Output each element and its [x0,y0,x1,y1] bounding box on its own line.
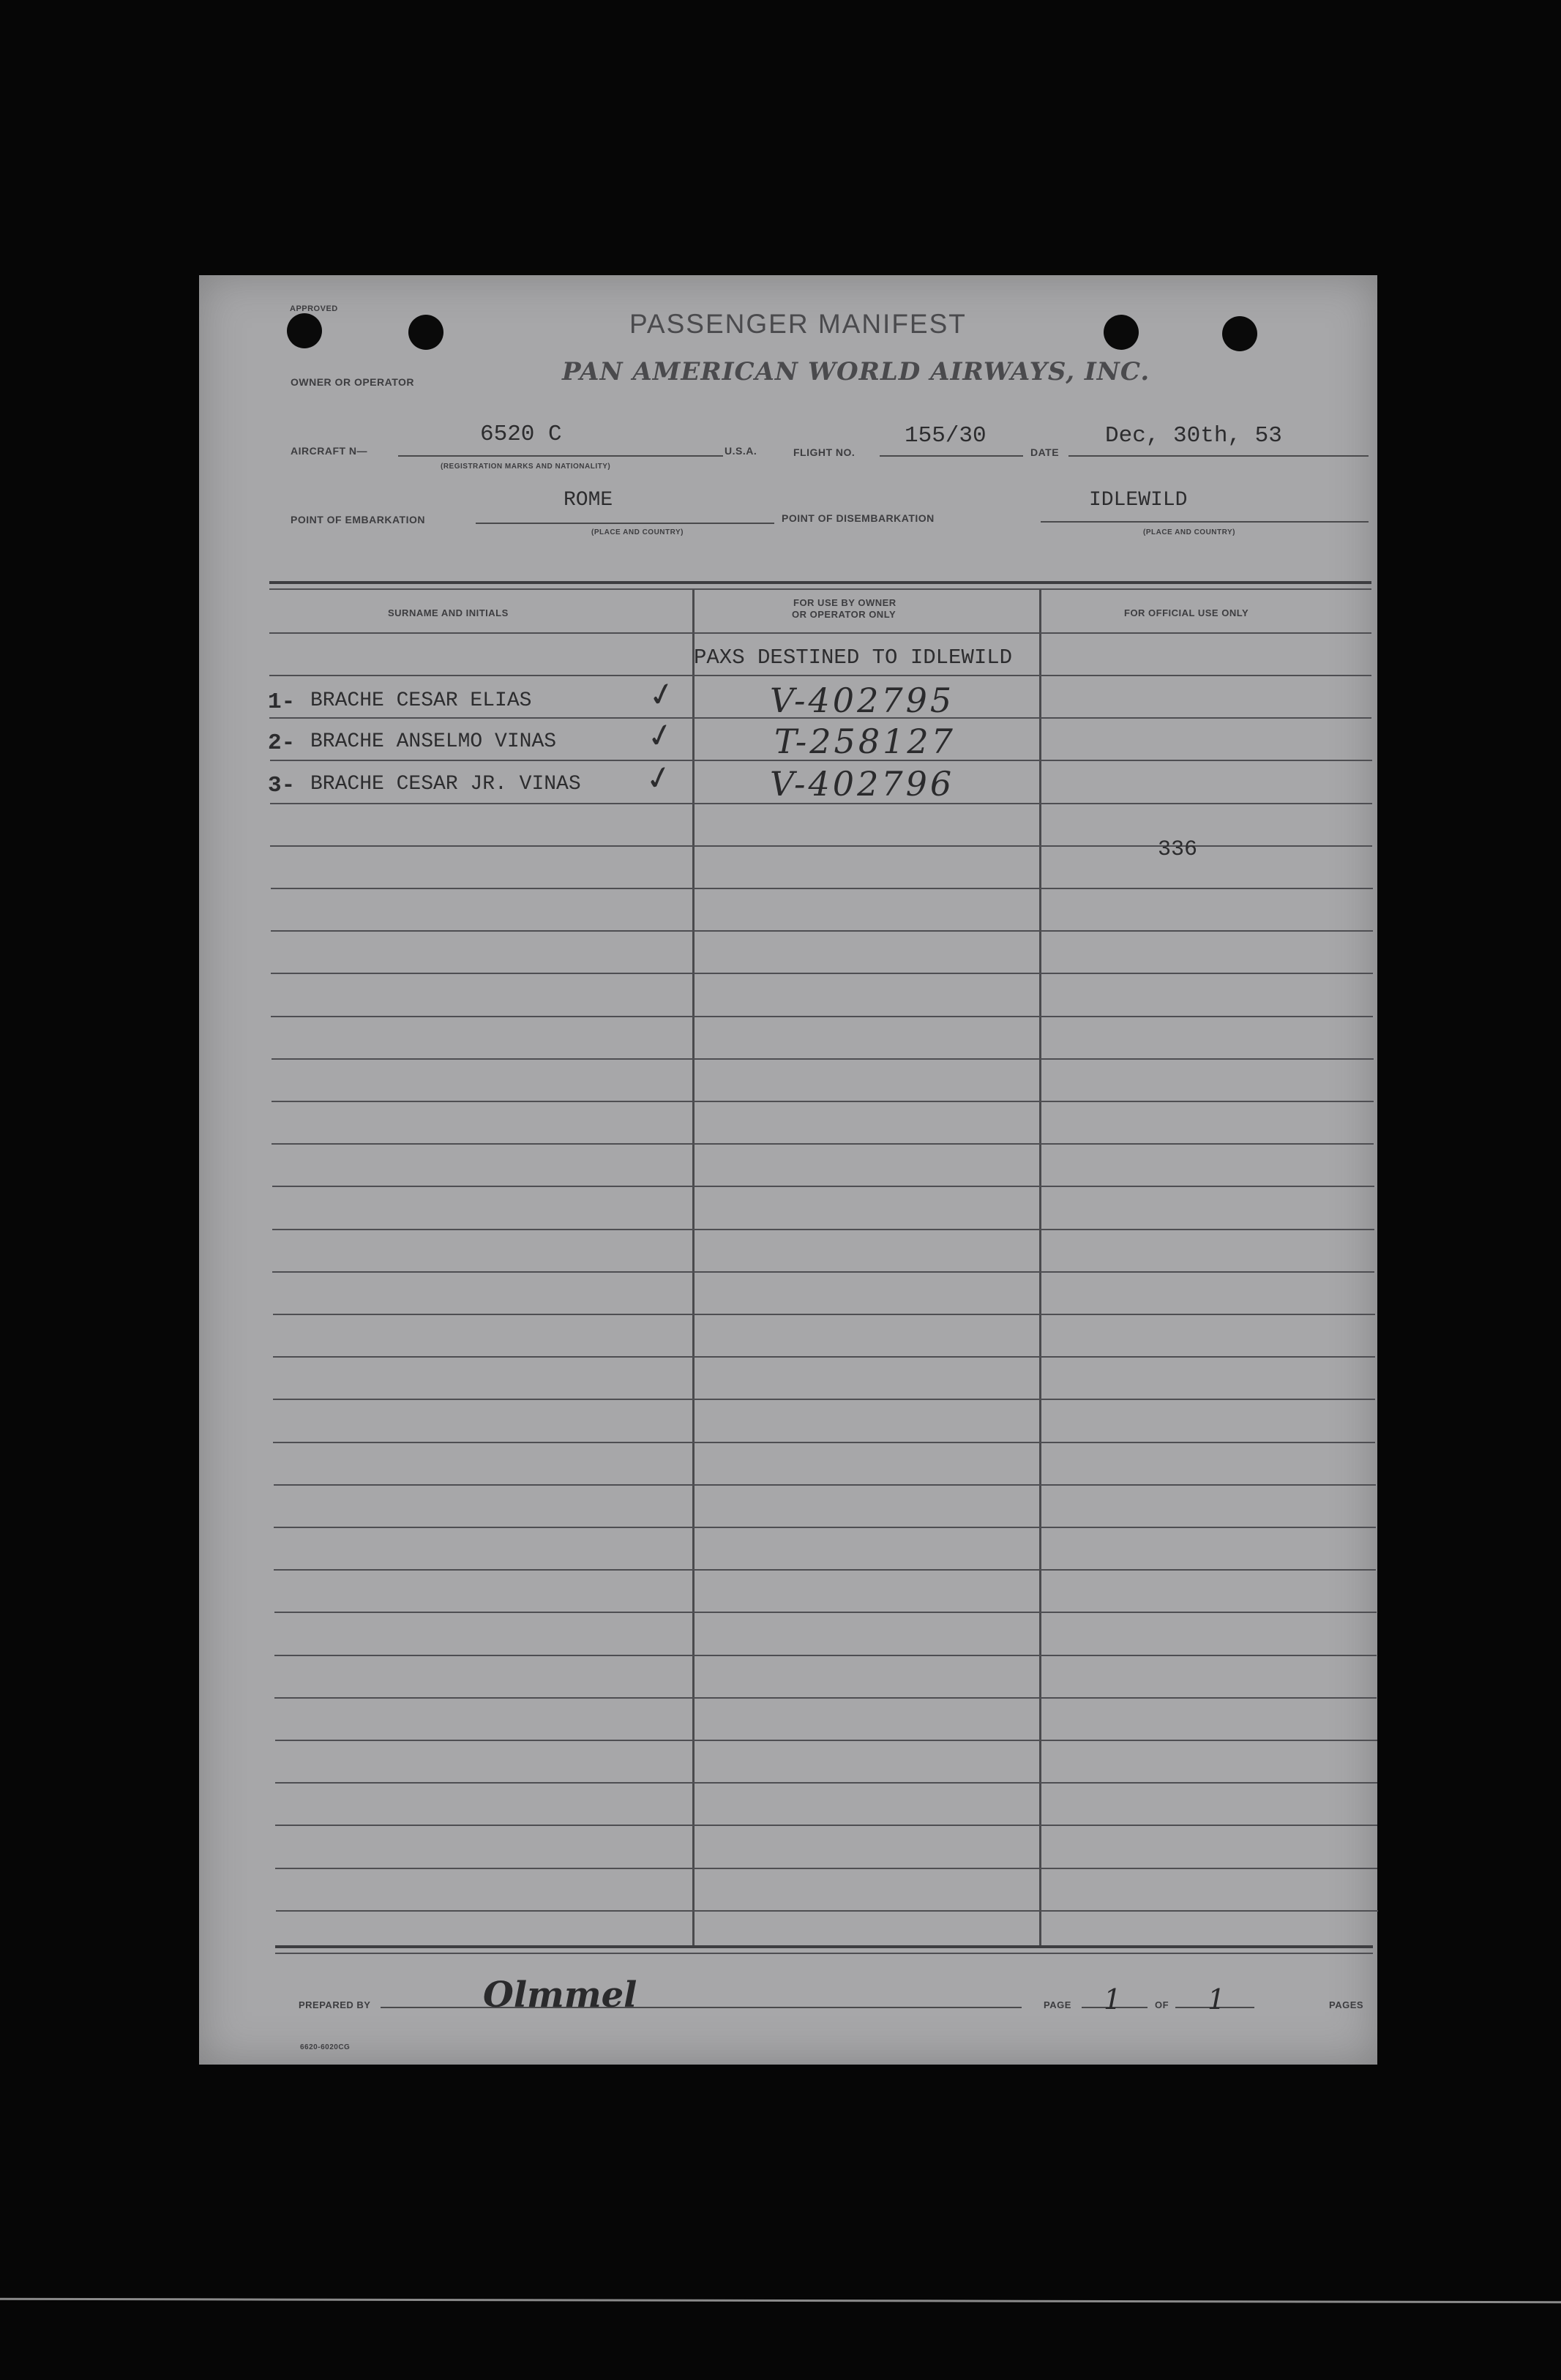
passenger-name: BRACHE ANSELMO VINAS [310,730,557,753]
total-pages: 1 [1208,1983,1226,2016]
disembarkation-place-note: (PLACE AND COUNTRY) [1143,528,1235,536]
column-divider-1 [692,590,695,1945]
row-rule [274,1484,1376,1486]
table-bottom-rule-thin [275,1953,1373,1954]
row-rule [275,1740,1377,1741]
owner-name: PAN AMERICAN WORLD AIRWAYS, INC. [562,357,1150,386]
prepared-by-label: PREPARED BY [299,1999,371,2010]
owner-label: OWNER OR OPERATOR [291,376,414,388]
row-rule [271,888,1373,889]
pages-label: PAGES [1329,1999,1364,2010]
flight-label: FLIGHT NO. [793,446,856,458]
row-rule [271,930,1373,932]
punch-hole-left-1 [287,313,322,348]
row-rule [274,1655,1377,1656]
table-bottom-rule [275,1945,1373,1948]
aircraft-label: AIRCRAFT N— [291,445,368,457]
destination-note: PAXS DESTINED TO IDLEWILD [694,645,1013,670]
official-number: 336 [1158,837,1198,862]
punch-hole-left-2 [408,315,443,350]
disembarkation-value: IDLEWILD [1089,489,1188,512]
punch-hole-right-1 [1104,315,1139,350]
embarkation-underline [476,523,774,524]
passenger-document: T-258127 [774,722,956,761]
embarkation-place-note: (PLACE AND COUNTRY) [591,528,684,536]
of-label: OF [1155,1999,1169,2010]
page-title: PASSENGER MANIFEST [629,309,967,339]
passenger-name: BRACHE CESAR ELIAS [310,689,532,712]
check-mark-icon: ✓ [642,757,676,800]
row-rule [272,1271,1374,1273]
flight-underline [880,455,1023,457]
check-mark-icon: ✓ [645,673,679,716]
form-code: 6620-6020CG [300,2043,351,2051]
row-rule [273,1356,1375,1358]
row-rule [272,1186,1374,1187]
flight-value: 155/30 [905,423,987,449]
aircraft-value: 6520 C [480,422,562,447]
row-rule [271,973,1373,974]
page-label: PAGE [1044,1999,1071,2010]
scan-edge-line [0,2298,1561,2303]
row-rule [275,1825,1377,1826]
row-rule [274,1612,1377,1613]
manifest-sheet [199,275,1377,2065]
surname-column-header: SURNAME AND INITIALS [388,607,509,618]
passenger-number: 1- [268,689,296,715]
row-rule [272,1143,1374,1145]
row-rule [276,1910,1378,1912]
row-rule [270,845,1372,847]
row-rule [275,1868,1377,1869]
date-underline [1068,455,1369,457]
passenger-number: 2- [268,730,296,756]
row-rule [275,1782,1377,1784]
row-rule [273,1314,1375,1315]
check-mark-icon: ✓ [643,714,678,757]
usa-label: U.S.A. [725,445,757,457]
row-rule [272,1101,1374,1102]
row-rule [274,1697,1377,1699]
disembarkation-label: POINT OF DISEMBARKATION [782,512,935,524]
row-rule [273,1442,1375,1443]
row-rule [274,1527,1376,1528]
prepared-by-underline [381,2007,1022,2008]
owner-use-header-line-1: FOR USE BY OWNER [793,597,896,608]
passenger-name: BRACHE CESAR JR. VINAS [310,773,581,796]
column-divider-2 [1039,590,1041,1945]
registration-note: (REGISTRATION MARKS AND NATIONALITY) [441,463,611,471]
date-label: DATE [1030,446,1060,458]
table-top-rule-thin [269,588,1371,590]
passenger-document: V-402795 [770,681,955,720]
embarkation-label: POINT OF EMBARKATION [291,514,425,525]
row-rule [272,1058,1374,1060]
table-top-rule [269,581,1371,584]
approved-stamp: APPROVED [290,304,338,313]
punch-hole-right-2 [1222,316,1257,351]
passenger-number: 3- [268,773,296,798]
owner-use-header-line-2: OR OPERATOR ONLY [792,609,896,620]
row-rule [274,1569,1376,1571]
row-rule [269,675,1371,676]
row-rule [271,1016,1373,1017]
official-use-header: FOR OFFICIAL USE ONLY [1124,607,1249,618]
signature: Olmmel [483,1975,637,2016]
disembarkation-underline [1041,521,1369,523]
embarkation-value: ROME [564,489,613,512]
passenger-document: V-402796 [770,764,955,804]
date-value: Dec, 30th, 53 [1105,423,1282,449]
aircraft-underline [398,455,723,457]
page-number: 1 [1104,1983,1122,2016]
row-rule [272,1229,1374,1230]
row-rule [273,1399,1375,1400]
header-bottom-rule [269,632,1371,634]
